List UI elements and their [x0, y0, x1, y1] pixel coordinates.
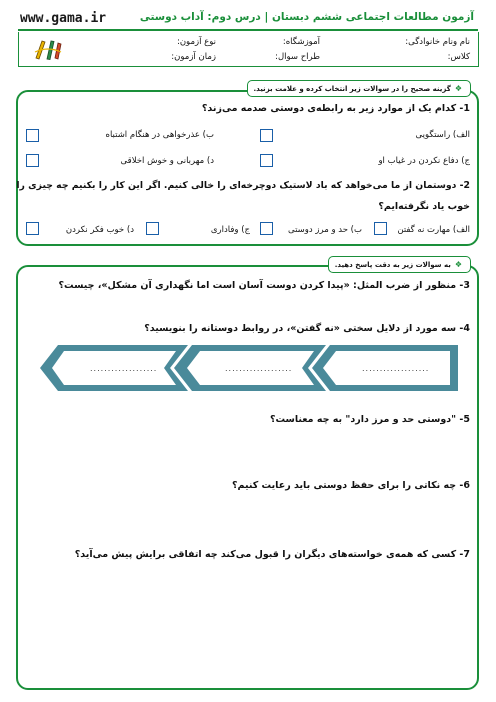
question-7: 7- کسی که همه‌ی خواسته‌های دیگران را قبول می‌کند چه اتفاقی برایش پیش می‌آید؟	[74, 549, 470, 560]
q2-option-b-label: ب) حد و مرز دوستی	[288, 225, 362, 235]
designer-label: طراح سوال:	[275, 52, 320, 62]
section2-instruction	[328, 256, 471, 273]
q2-option-d-label: د) خوب فکر نکردن	[65, 225, 134, 235]
question-2-line-2: خوب یاد نگرفته‌ایم؟	[378, 201, 470, 212]
star-icon: ❖	[454, 260, 462, 269]
section1-instruction	[247, 80, 472, 97]
question-4: 4- سه مورد از دلایل سختی «نه گفتن»، در روابط دوستانه را بنویسید؟	[144, 323, 470, 334]
q1-option-b-label: ب) عذرخواهی در هنگام اشتباه	[105, 130, 214, 140]
site-url[interactable]: www.gama.ir	[20, 11, 107, 26]
q1-option-a-label: الف) راستگویی	[415, 130, 470, 140]
q1-option-b-checkbox[interactable]	[26, 129, 39, 142]
exam-time-label: زمان آزمون:	[171, 52, 216, 62]
q1-option-a-checkbox[interactable]	[260, 129, 273, 142]
section1-instruction-text: گزینه صحیح را در سوالات زیر انتخاب کرده و علامت بزنید.	[253, 85, 451, 93]
exam-title: آزمون مطالعات اجتماعی ششم دبستان | درس دوم: آداب دوستی	[139, 11, 474, 23]
q1-option-d-checkbox[interactable]	[26, 154, 39, 167]
answer-blank-1[interactable]: ...................	[362, 364, 430, 373]
q1-option-c-checkbox[interactable]	[260, 154, 273, 167]
q2-option-c-label: ج) وفاداری	[210, 225, 250, 235]
answer-blank-2[interactable]: ...................	[225, 364, 293, 373]
question-1: 1- کدام یک از موارد زیر به رابطه‌ی دوستی صدمه می‌زند؟	[201, 103, 470, 114]
header-divider	[18, 29, 478, 31]
q2-option-d-checkbox[interactable]	[26, 222, 39, 235]
class-label: کلاس:	[447, 52, 470, 62]
question-5: 5- "دوستی حد و مرز دارد" به چه معناست؟	[269, 414, 470, 425]
q2-option-a-checkbox[interactable]	[374, 222, 387, 235]
question-3: 3- منظور از ضرب المثل: «پیدا کردن دوست آسان است اما نگهداری آن مشکل»، چیست؟	[58, 280, 470, 291]
star-icon: ❖	[454, 84, 462, 93]
question-6: 6- چه نکاتی را برای حفظ دوستی باید رعایت کنیم؟	[232, 480, 470, 491]
question-2-line-1: 2- دوستمان از ما می‌خواهد که باد لاستیک دوچرخه‌ای را خالی کنیم. اگر این کار را بکنیم چه چیزی را	[16, 180, 470, 191]
q2-option-b-checkbox[interactable]	[260, 222, 273, 235]
q2-option-a-label: الف) مهارت نه گفتن	[397, 225, 470, 235]
student-info-table	[18, 32, 479, 67]
section2-instruction-text: به سوالات زیر به دقت پاسخ دهید.	[334, 261, 451, 269]
name-label: نام ونام خانوادگی:	[405, 37, 470, 47]
exam-type-label: نوع آزمون:	[176, 37, 216, 47]
school-label: آموزشگاه:	[282, 37, 320, 47]
q1-option-c-label: ج) دفاع نکردن در غیاب او	[378, 156, 470, 166]
q1-option-d-label: د) مهربانی و خوش اخلاقی	[120, 156, 214, 166]
pencil-logo-icon	[33, 38, 63, 60]
answer-blank-3[interactable]: ...................	[90, 364, 158, 373]
q2-option-c-checkbox[interactable]	[146, 222, 159, 235]
